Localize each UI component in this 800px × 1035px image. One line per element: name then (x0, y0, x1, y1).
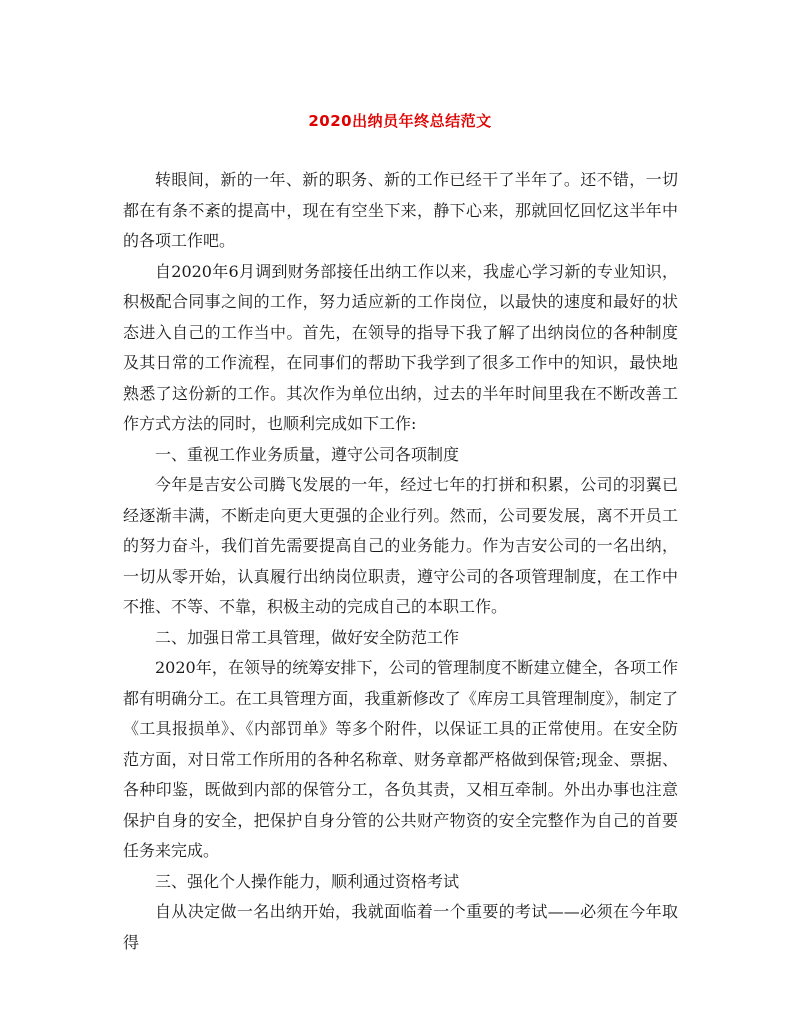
section-heading-1: 一、重视工作业务质量，遵守公司各项制度 (155, 444, 460, 464)
document-title: 2020出纳员年终总结范文 (308, 112, 492, 130)
paragraph-section-1: 今年是吉安公司腾飞发展的一年，经过七年的打拼和积累，公司的羽翼已经逐渐丰满，不断走向更大更强的企业行列。然而，公司要发展，离不开员工的努力奋斗，我们首先需要提高自己的业务能力。作为吉安公司的一名出纳，一切从零开始，认真履行出纳岗位职责，遵守公司的各项管理制度，在工作中不推、不等、不靠，积极主动的完成自己的本职工作。 (123, 475, 678, 616)
section-heading-3: 三、强化个人操作能力，顺利通过资格考试 (155, 871, 460, 891)
paragraph-intro: 转眼间，新的一年、新的职务、新的工作已经干了半年了。还不错，一切都在有条不紊的提高中，现在有空坐下来，静下心来，那就回忆回忆这半年中的各项工作吧。 (123, 170, 678, 250)
paragraph-section-2: 2020年，在领导的统筹安排下，公司的管理制度不断建立健全，各项工作都有明确分工。在工具管理方面，我重新修改了《库房工具管理制度》，制定了《工具报损单》、《内部罚单》等多个附件，以保证工具的正常使用。在安全防范方面，对日常工作所用的各种名称章、财务章都严格做到保管;现金、票据、各种印鉴，既做到内部的保管分工，各负其责，又相互牵制。外出办事也注意保护自身的安全，把保护自身分管的公共财产物资的安全完整作为自己的首要任务来完成。 (123, 658, 678, 860)
document-body (123, 165, 678, 958)
section-heading-2: 二、加强日常工具管理，做好安全防范工作 (155, 627, 460, 647)
paragraph-section-3: 自从决定做一名出纳开始，我就面临着一个重要的考试——必须在今年取得 (123, 902, 678, 952)
paragraph-overview: 自2020年6月调到财务部接任出纳工作以来，我虚心学习新的专业知识，积极配合同事之间的工作，努力适应新的工作岗位，以最快的速度和最好的状态进入自己的工作当中。首先，在领导的指导下我了解了出纳岗位的各种制度及其日常的工作流程，在同事们的帮助下我学到了很多工作中的知识，最快地熟悉了这份新的工作。其次作为单位出纳，过去的半年时间里我在不断改善工作方式方法的同时，也顺利完成如下工作: (123, 261, 678, 433)
